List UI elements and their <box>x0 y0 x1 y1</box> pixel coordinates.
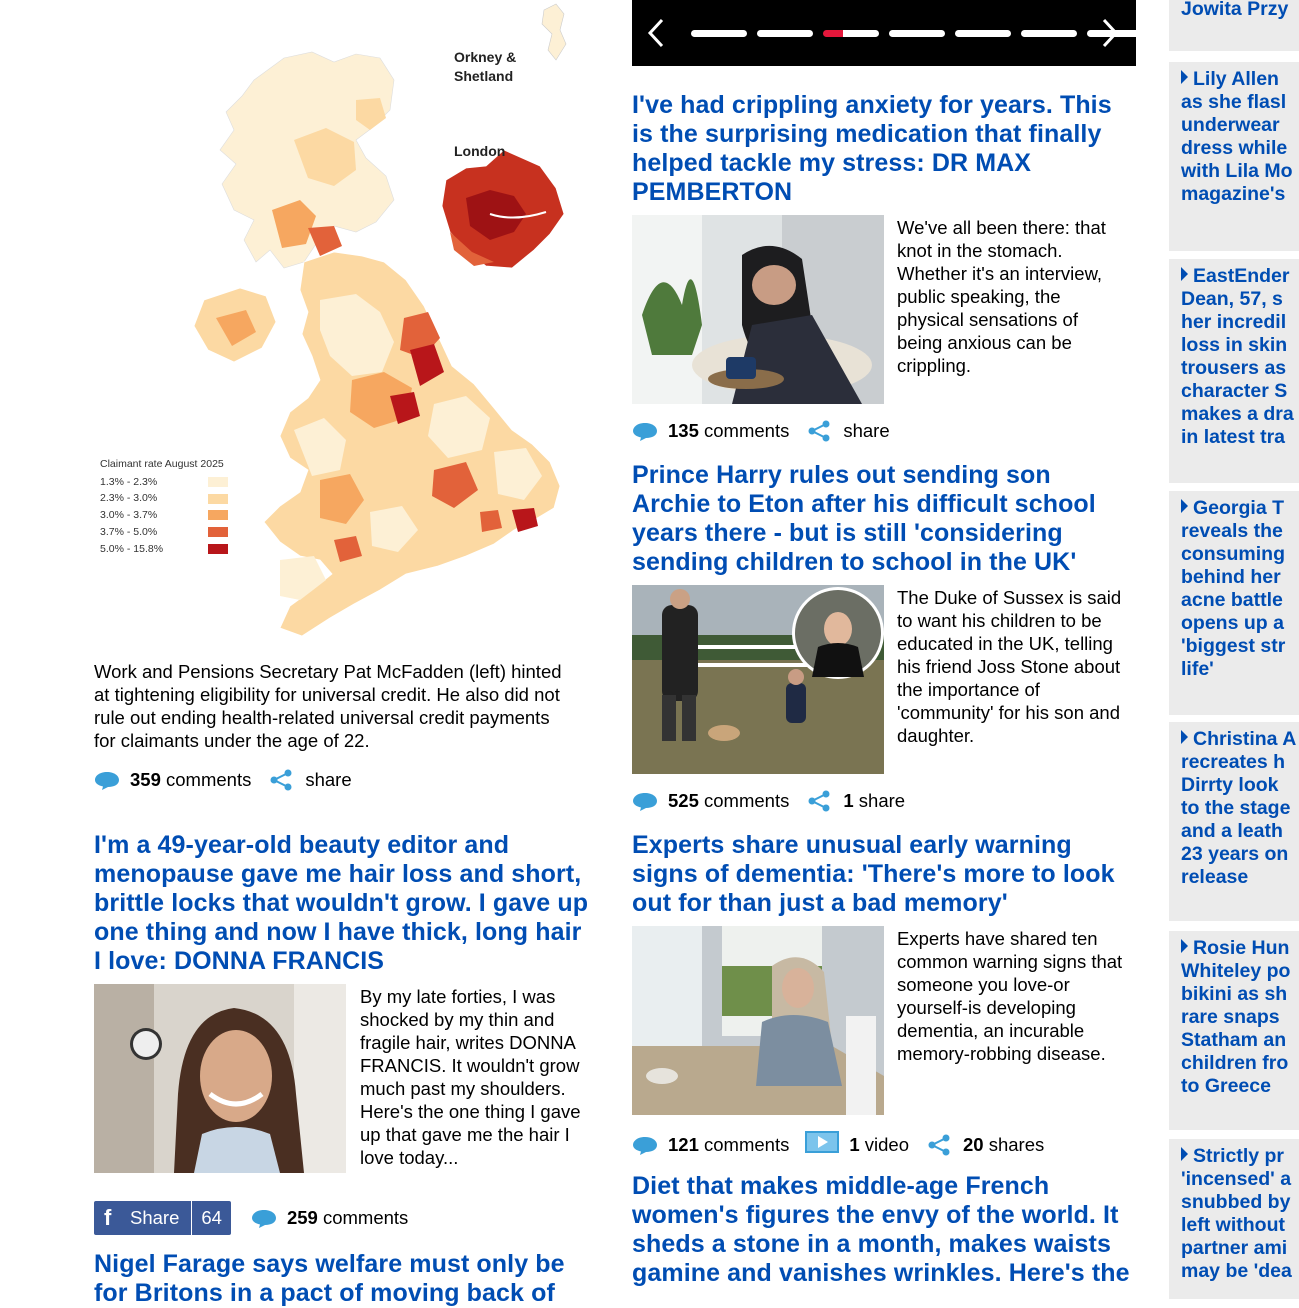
facebook-icon: f <box>104 1205 112 1230</box>
map-legend-item <box>100 474 228 491</box>
headline-line[interactable]: Experts share unusual early warning <box>632 831 1072 859</box>
sidebar-puff-line[interactable] <box>1181 658 1299 681</box>
headline-line[interactable]: I've had crippling anxiety for years. This <box>632 91 1112 119</box>
sidebar-puff-line[interactable] <box>1181 1006 1299 1029</box>
headline-line[interactable]: out for than just a bad memory' <box>632 889 1008 917</box>
comments-word[interactable]: comments <box>704 420 790 441</box>
image-carousel-nav[interactable] <box>632 0 1136 66</box>
sidebar-puff-text[interactable]: Rosie Hun <box>1193 937 1290 959</box>
summary-line: dementia, an incurable <box>897 1020 1085 1041</box>
article-prince-harry-summary <box>897 586 1137 747</box>
headline-line[interactable]: Nigel Farage says welfare must only be <box>94 1250 565 1278</box>
comment-count[interactable]: 525 <box>668 790 699 811</box>
headline-line[interactable]: brittle locks that wouldn't grow. I gave up <box>94 889 589 917</box>
sidebar-puff-text[interactable]: recreates h <box>1181 751 1286 773</box>
summary-line: Whether it's an interview, <box>897 263 1103 284</box>
summary-line: educated in the UK, telling <box>897 633 1113 654</box>
sidebar-puff-text[interactable]: and a leath <box>1181 820 1283 842</box>
sidebar-puff-line[interactable] <box>1181 1052 1299 1075</box>
sidebar-puff-text[interactable]: dress while <box>1181 137 1288 159</box>
comments-word[interactable]: comments <box>322 1207 409 1228</box>
article-farage-headline[interactable] <box>94 1250 604 1308</box>
summary-line: up that gave me the hair I <box>360 1124 570 1145</box>
sidebar-puff-text[interactable]: children fro <box>1181 1052 1289 1074</box>
sidebar-puff-text[interactable]: acne battle <box>1181 589 1283 611</box>
summary-line: FRANCIS. It wouldn't grow <box>360 1055 580 1076</box>
sidebar-puff-text[interactable]: opens up a <box>1181 612 1284 634</box>
sidebar-puff-line[interactable] <box>1181 983 1299 1006</box>
map-legend-swatch <box>208 544 228 554</box>
sidebar-puff-text[interactable]: 'biggest str <box>1181 635 1286 657</box>
comment-bubble-icon[interactable] <box>94 771 120 789</box>
article-beauty-editor-headline[interactable] <box>94 831 604 976</box>
sidebar-puff-card[interactable] <box>1169 931 1299 1130</box>
headline-line[interactable]: menopause gave me hair loss and short, <box>94 860 582 888</box>
map-legend-label: 3.0% - 3.7% <box>100 509 158 522</box>
summary-line: knot in the stomach. <box>897 240 1063 261</box>
article-dementia-meta <box>632 1131 1044 1158</box>
headline-line[interactable]: signs of dementia: 'There's more to look <box>632 860 1115 888</box>
sidebar-puff-line[interactable] <box>1181 612 1299 635</box>
map-legend <box>100 456 228 557</box>
summary-line: memory-robbing disease. <box>897 1043 1106 1064</box>
sidebar-puff-line[interactable] <box>1181 1029 1299 1052</box>
sidebar-puff-text[interactable]: trousers as <box>1181 357 1287 379</box>
sidebar-puff-line[interactable] <box>1181 1145 1299 1168</box>
sidebar-puff-text[interactable]: life' <box>1181 658 1214 680</box>
sidebar-puff-card[interactable] <box>1169 1139 1299 1299</box>
sidebar-puff-text[interactable]: magazine's <box>1181 183 1286 205</box>
sidebar-puff-line[interactable] <box>1181 751 1299 774</box>
comment-bubble-icon[interactable] <box>632 792 658 810</box>
sidebar-puff-line[interactable] <box>1181 497 1299 520</box>
headline-line[interactable]: sending children to school in the UK' <box>632 548 1077 576</box>
article-beauty-editor-meta <box>94 1201 408 1235</box>
comment-count[interactable]: 135 <box>668 420 699 441</box>
summary-line: being anxious can be <box>897 332 1072 353</box>
sidebar-puff-line[interactable] <box>1181 797 1299 820</box>
sidebar-puff-line[interactable] <box>1181 114 1299 137</box>
share-label[interactable]: share <box>843 420 890 441</box>
sidebar-puff-text[interactable]: underwear <box>1181 114 1280 136</box>
summary-line: to want his children to be <box>897 610 1102 631</box>
share-count[interactable]: 20 <box>963 1133 984 1155</box>
sidebar-puff-text[interactable]: with Lila Mo <box>1181 160 1293 182</box>
triangle-right-icon <box>1181 267 1188 281</box>
sidebar-puff-line[interactable] <box>1181 137 1299 160</box>
sidebar-puff-text[interactable]: 23 years on <box>1181 843 1289 865</box>
sidebar-puff-card[interactable] <box>1169 491 1299 715</box>
headline-line[interactable]: women's figures the envy of the world. It <box>632 1201 1119 1229</box>
map-caption <box>94 660 600 752</box>
summary-line: Here's the one thing I gave <box>360 1101 581 1122</box>
map-legend-item <box>100 507 228 524</box>
sidebar-puff-line[interactable] <box>1181 403 1299 426</box>
share-icon[interactable] <box>269 769 293 791</box>
caption-line: for claimants under the age of 22. <box>94 730 370 751</box>
sidebar-puff-text[interactable]: in latest tra <box>1181 426 1286 448</box>
map-label-london: London <box>454 143 506 159</box>
carousel-next-chevron-icon[interactable] <box>1098 16 1122 55</box>
caption-line: at tightening eligibility for universal credit. He also did not <box>94 684 560 705</box>
summary-line: daughter. <box>897 725 975 746</box>
share-icon[interactable] <box>807 790 831 812</box>
sidebar-puff-text[interactable]: loss in skin <box>1181 334 1288 356</box>
sidebar-puff-line[interactable] <box>1181 334 1299 357</box>
headline-line[interactable]: is the surprising medication that finally <box>632 120 1102 148</box>
sidebar-puff-line[interactable] <box>1181 0 1299 21</box>
summary-line: common warning signs that <box>897 951 1123 972</box>
sidebar-puff-line[interactable] <box>1181 1191 1299 1214</box>
sidebar-puff-card[interactable] <box>1169 722 1299 921</box>
sidebar-puff-text[interactable]: as she flasl <box>1181 91 1287 113</box>
video-icon[interactable] <box>805 1131 839 1158</box>
caption-line: Work and Pensions Secretary Pat McFadden (left) hinted <box>94 661 562 682</box>
sidebar-puff-line[interactable] <box>1181 1237 1299 1260</box>
sidebar-puff-line[interactable] <box>1181 820 1299 843</box>
article-prince-harry-meta <box>632 790 905 812</box>
map-legend-swatch <box>208 510 228 520</box>
summary-line: The Duke of Sussex is said <box>897 587 1122 608</box>
headline-line[interactable]: I'm a 49-year-old beauty editor and <box>94 831 510 859</box>
headline-line[interactable]: I love: DONNA FRANCIS <box>94 947 385 975</box>
sidebar-puff-line[interactable] <box>1181 937 1299 960</box>
share-label[interactable]: shares <box>988 1133 1045 1155</box>
sidebar-puff-text[interactable]: may be 'dea <box>1181 1260 1292 1282</box>
summary-line: yourself-is developing <box>897 997 1076 1018</box>
sidebar-puff-text[interactable]: to the stage <box>1181 797 1291 819</box>
triangle-right-icon <box>1181 939 1188 953</box>
sidebar-puff-line[interactable] <box>1181 380 1299 403</box>
carousel-dot[interactable] <box>889 30 945 37</box>
uk-claimant-map[interactable] <box>94 0 600 646</box>
comment-bubble-icon[interactable] <box>251 1209 277 1227</box>
headline-line[interactable]: helped tackle my stress: DR MAX <box>632 149 1032 177</box>
article-anxiety-headline[interactable] <box>632 91 1142 207</box>
headline-line[interactable]: for Britons in a pact of moving back of <box>94 1279 555 1307</box>
sidebar-puff-line[interactable] <box>1181 265 1299 288</box>
video-count[interactable]: 1 <box>849 1133 860 1155</box>
sidebar-puff-line[interactable] <box>1181 160 1299 183</box>
headline-line[interactable]: Diet that makes middle-age French <box>632 1172 1050 1200</box>
carousel-dot[interactable] <box>757 30 813 37</box>
sidebar-puff-text[interactable]: Georgia T <box>1193 497 1285 519</box>
sidebar-puff-line[interactable] <box>1181 1260 1299 1283</box>
triangle-right-icon <box>1181 730 1188 744</box>
map-legend-label: 2.3% - 3.0% <box>100 492 158 505</box>
sidebar-puff-text[interactable]: character S <box>1181 380 1288 402</box>
sidebar-puff-line[interactable] <box>1181 1168 1299 1191</box>
map-legend-swatch <box>208 477 228 487</box>
summary-line: public speaking, the <box>897 286 1061 307</box>
article-french-diet-headline[interactable] <box>632 1172 1142 1288</box>
sidebar-puff-card[interactable] <box>1169 62 1299 251</box>
carousel-dot[interactable] <box>1021 30 1077 37</box>
article-beauty-editor-summary <box>360 985 600 1169</box>
sidebar-puff-text[interactable]: Whiteley po <box>1181 960 1291 982</box>
share-icon[interactable] <box>807 420 831 442</box>
carousel-dot[interactable] <box>691 30 747 37</box>
map-legend-label: 1.3% - 2.3% <box>100 475 158 488</box>
map-legend-swatch <box>208 527 228 537</box>
comment-count[interactable]: 121 <box>668 1133 699 1155</box>
sidebar-puff-card[interactable] <box>1169 0 1299 51</box>
sidebar-puff-text[interactable]: bikini as sh <box>1181 983 1288 1005</box>
headline-line[interactable]: one thing and now I have thick, long hair <box>94 918 582 946</box>
map-label-orkney: Orkney & <box>454 49 517 65</box>
sidebar-puff-text[interactable]: makes a dra <box>1181 403 1294 425</box>
sidebar-puff-line[interactable] <box>1181 91 1299 114</box>
comments-word[interactable]: comments <box>166 769 252 790</box>
caption-line: rule out ending health-related universal credit payments <box>94 707 550 728</box>
map-legend-title: Claimant rate August 2025 <box>100 458 224 470</box>
sidebar-puff-text[interactable]: Jowita Przy <box>1181 0 1289 20</box>
headline-line[interactable]: PEMBERTON <box>632 178 793 206</box>
carousel-dot[interactable] <box>955 30 1011 37</box>
headline-line[interactable]: Prince Harry rules out sending son <box>632 461 1051 489</box>
summary-line: crippling. <box>897 355 972 376</box>
summary-line: love today... <box>360 1147 459 1168</box>
sidebar-puff-line[interactable] <box>1181 183 1299 206</box>
summary-line: By my late forties, I was <box>360 986 556 1007</box>
sidebar-puff-text[interactable]: Strictly pr <box>1193 1145 1285 1167</box>
sidebar-puff-line[interactable] <box>1181 357 1299 380</box>
comments-word[interactable]: comments <box>704 1133 790 1155</box>
sidebar-puff-line[interactable] <box>1181 288 1299 311</box>
share-label[interactable]: share <box>305 769 352 790</box>
sidebar-puff-line[interactable] <box>1181 426 1299 449</box>
article-prince-harry-thumbnail[interactable] <box>632 585 884 774</box>
share-count[interactable]: 1 <box>843 790 854 811</box>
sidebar-puff-line[interactable] <box>1181 520 1299 543</box>
sidebar-puff-text[interactable]: release <box>1181 866 1249 888</box>
sidebar-puff-line[interactable] <box>1181 774 1299 797</box>
headline-line[interactable]: years there - but is still 'considering <box>632 519 1063 547</box>
comment-bubble-icon[interactable] <box>632 1136 658 1154</box>
summary-line: much past my shoulders. <box>360 1078 566 1099</box>
headline-line[interactable]: sheds a stone in a month, makes waists <box>632 1230 1111 1258</box>
map-legend-item <box>100 524 228 541</box>
comment-bubble-icon[interactable] <box>632 422 658 440</box>
caption-meta <box>94 769 352 791</box>
summary-line: fragile hair, writes DONNA <box>360 1032 576 1053</box>
share-label[interactable]: share <box>858 790 906 811</box>
sidebar-puff-text[interactable]: Lily Allen <box>1193 68 1279 90</box>
summary-line: the importance of <box>897 679 1040 700</box>
facebook-share-count: 64 <box>191 1201 231 1235</box>
sidebar-puff-line[interactable] <box>1181 543 1299 566</box>
article-prince-harry-headline[interactable] <box>632 461 1142 577</box>
summary-line: We've all been there: that <box>897 217 1106 238</box>
comment-count[interactable]: 259 <box>286 1207 318 1228</box>
map-legend-item <box>100 541 228 558</box>
comments-word[interactable]: comments <box>704 790 790 811</box>
sidebar-puff-line[interactable] <box>1181 566 1299 589</box>
sidebar-puff-line[interactable] <box>1181 728 1299 751</box>
triangle-right-icon <box>1181 499 1188 513</box>
sidebar-puff-line[interactable] <box>1181 1214 1299 1237</box>
map-label-shetland: Shetland <box>454 68 514 84</box>
map-legend-item <box>100 490 228 507</box>
summary-line: someone you love-or <box>897 974 1070 995</box>
summary-line: shocked by my thin and <box>360 1009 555 1030</box>
article-anxiety-meta <box>632 420 890 442</box>
summary-line: Experts have shared ten <box>897 928 1098 949</box>
article-dementia-headline[interactable] <box>632 831 1142 918</box>
article-anxiety-thumbnail[interactable] <box>632 215 884 404</box>
sidebar-puff-text[interactable]: partner ami <box>1181 1237 1288 1259</box>
sidebar-puff-text[interactable]: snubbed by <box>1181 1191 1291 1213</box>
sidebar-puff-text[interactable]: consuming <box>1181 543 1286 565</box>
sidebar-puff-text[interactable]: EastEnder <box>1193 265 1290 287</box>
sidebar-puff-text[interactable]: rare snaps <box>1181 1006 1280 1028</box>
sidebar-puff-text[interactable]: behind her <box>1181 566 1281 588</box>
sidebar-puff-line[interactable] <box>1181 866 1299 889</box>
sidebar-puff-text[interactable]: to Greece <box>1181 1075 1271 1097</box>
carousel-dot[interactable] <box>823 30 879 37</box>
article-dementia-summary <box>897 927 1137 1065</box>
sidebar-puff-text[interactable]: Dirrty look <box>1181 774 1279 796</box>
sidebar-puff-line[interactable] <box>1181 843 1299 866</box>
share-icon[interactable] <box>927 1134 951 1156</box>
summary-line: 'community' for his son and <box>897 702 1120 723</box>
sidebar-puff-text[interactable]: reveals the <box>1181 520 1283 542</box>
sidebar-puff-text[interactable]: Statham an <box>1181 1029 1287 1051</box>
sidebar-puff-line[interactable] <box>1181 635 1299 658</box>
sidebar-puff-text[interactable]: her incredil <box>1181 311 1287 333</box>
sidebar-puff-line[interactable] <box>1181 311 1299 334</box>
sidebar-puff-line[interactable] <box>1181 1075 1299 1098</box>
headline-line[interactable]: gamine and vanishes wrinkles. Here's the <box>632 1259 1130 1287</box>
map-legend-swatch <box>208 494 228 504</box>
sidebar-puff-line[interactable] <box>1181 960 1299 983</box>
sidebar-puff-card[interactable] <box>1169 259 1299 483</box>
article-dementia-thumbnail[interactable] <box>632 926 884 1115</box>
triangle-right-icon <box>1181 70 1188 84</box>
headline-line[interactable]: Archie to Eton after his difficult school <box>632 490 1096 518</box>
map-legend-label: 5.0% - 15.8% <box>100 542 164 555</box>
map-legend-label: 3.7% - 5.0% <box>100 525 158 538</box>
sidebar-puff-line[interactable] <box>1181 68 1299 91</box>
summary-line: his friend Joss Stone about <box>897 656 1121 677</box>
facebook-share-label: Share <box>130 1207 180 1228</box>
video-label[interactable]: video <box>864 1133 910 1155</box>
article-anxiety-summary <box>897 216 1137 377</box>
triangle-right-icon <box>1181 1147 1188 1161</box>
sidebar-puff-line[interactable] <box>1181 589 1299 612</box>
carousel-prev-chevron-icon[interactable] <box>644 16 668 55</box>
sidebar-puff-text[interactable]: 'incensed' a <box>1181 1168 1292 1190</box>
facebook-share-button[interactable] <box>94 1201 231 1235</box>
comment-count[interactable]: 359 <box>130 769 161 790</box>
sidebar-puff-text[interactable]: Christina A <box>1193 728 1297 750</box>
sidebar-puff-text[interactable]: left without <box>1181 1214 1285 1236</box>
summary-line: physical sensations of <box>897 309 1078 330</box>
sidebar-puff-text[interactable]: Dean, 57, s <box>1181 288 1283 310</box>
article-beauty-editor-thumbnail[interactable] <box>94 984 346 1173</box>
